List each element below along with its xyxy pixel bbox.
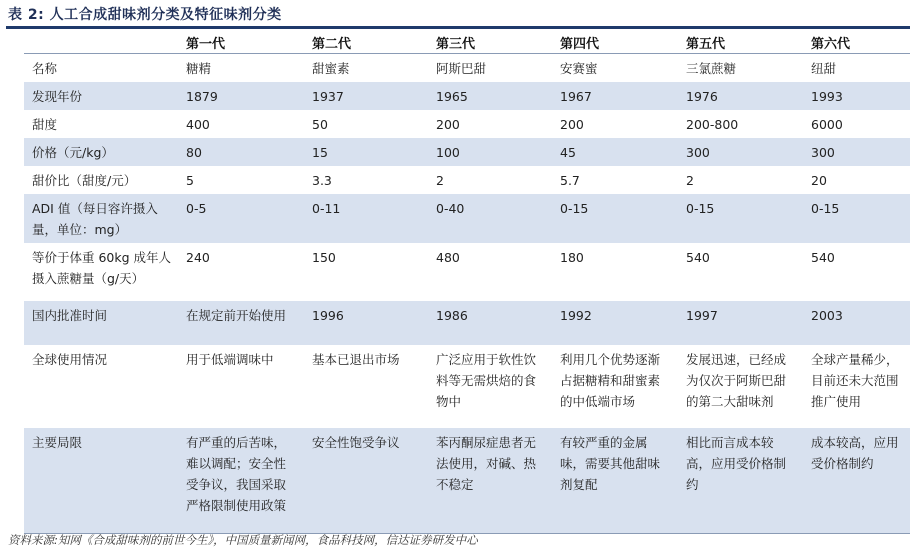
header-cell-gen6: 第六代 <box>803 31 910 54</box>
table-cell: 300 <box>678 138 803 166</box>
table-cell: 1976 <box>678 82 803 110</box>
table-cell: 1997 <box>678 301 803 345</box>
table-cell: 0-40 <box>428 194 552 243</box>
header-cell-gen2: 第二代 <box>304 31 428 54</box>
table-cell: 广泛应用于软性饮料等无需烘焙的食物中 <box>436 352 537 409</box>
table-cell: 5.7 <box>560 173 580 188</box>
row-label: 发现年份 <box>24 82 178 110</box>
table-cell: 苯丙酮尿症患者无法使用，对碱、热不稳定 <box>428 428 552 534</box>
table-cell: 1986 <box>428 301 552 345</box>
table-row-limitations <box>24 428 910 534</box>
row-label: 等价于体重 60kg 成年人摄入蔗糖量（g/天） <box>32 250 172 286</box>
table-row-approval-time <box>24 301 910 345</box>
table-cell: 0-15 <box>678 194 803 243</box>
table-cell: 利用几个优势逐渐占据糖精和甜蜜素的中低端市场 <box>560 352 661 409</box>
table-cell: 1937 <box>304 82 428 110</box>
header-cell-gen4: 第四代 <box>552 31 678 54</box>
table-cell: 1965 <box>428 82 552 110</box>
table-cell: 540 <box>811 250 835 265</box>
table-cell: 20 <box>811 173 827 188</box>
table-cell: 2 <box>686 173 694 188</box>
table-cell: 6000 <box>811 117 843 132</box>
table-cell: 2 <box>436 173 444 188</box>
row-label: 主要局限 <box>24 428 178 534</box>
table-cell: 基本已退出市场 <box>312 352 400 367</box>
table-cell: 全球产量稀少，目前还未大范围推广使用 <box>811 352 899 409</box>
header-cell <box>24 31 178 54</box>
row-label: 国内批准时间 <box>24 301 178 345</box>
table-row-sweetness <box>24 110 910 138</box>
table-cell: 15 <box>304 138 428 166</box>
table-cell: 200 <box>560 117 584 132</box>
table-cell: 0-15 <box>552 194 678 243</box>
table-cell: 有较严重的金属味，需要其他甜味剂复配 <box>552 428 678 534</box>
row-label: 全球使用情况 <box>32 352 108 367</box>
table-cell: 50 <box>312 117 328 132</box>
table-cell: 阿斯巴甜 <box>436 61 487 76</box>
table-cell: 3.3 <box>312 173 332 188</box>
table-cell: 1996 <box>304 301 428 345</box>
table-cell: 用于低端调味中 <box>186 352 274 367</box>
header-rule <box>6 26 910 29</box>
table-cell: 80 <box>178 138 304 166</box>
table-cell: 540 <box>686 250 710 265</box>
row-label: ADI 值（每日容许摄入量，单位：mg） <box>24 194 178 243</box>
sweetener-table <box>24 31 910 534</box>
table-row-discovery-year <box>24 82 910 110</box>
table-cell: 发展迅速，已经成为仅次于阿斯巴甜的第二大甜味剂 <box>686 352 787 409</box>
table-row-sweet-price-ratio <box>24 166 910 194</box>
row-label: 名称 <box>32 61 58 76</box>
table-cell: 1992 <box>552 301 678 345</box>
table-row-name <box>24 54 910 83</box>
table-cell: 400 <box>186 117 210 132</box>
table-cell: 有严重的后苦味，难以调配；安全性受争议，我国采取严格限制使用政策 <box>178 428 304 534</box>
table-row-global-usage <box>24 345 910 428</box>
table-cell: 0-11 <box>304 194 428 243</box>
header-cell-gen1: 第一代 <box>178 31 304 54</box>
source-note: 资料来源:知网《合成甜味剂的前世今生》，中国质量新闻网，食品科技网，信达证券研发中心 <box>8 533 478 547</box>
table-row-adi <box>24 194 910 243</box>
table-cell: 1967 <box>552 82 678 110</box>
table-cell: 1879 <box>178 82 304 110</box>
table-cell: 1993 <box>803 82 910 110</box>
table-header-row <box>24 31 910 54</box>
row-label: 价格（元/kg） <box>24 138 178 166</box>
table-cell: 300 <box>803 138 910 166</box>
table-cell: 200-800 <box>686 117 739 132</box>
table-cell: 240 <box>186 250 210 265</box>
table-cell: 纽甜 <box>811 61 837 76</box>
table-cell: 180 <box>560 250 584 265</box>
table-cell: 0-15 <box>803 194 910 243</box>
table-cell: 0-5 <box>178 194 304 243</box>
header-cell-gen3: 第三代 <box>428 31 552 54</box>
table-cell: 5 <box>186 173 194 188</box>
table-title: 表 2: 人工合成甜味剂分类及特征味剂分类 <box>8 7 282 23</box>
table-cell: 相比而言成本较高，应用受价格制约 <box>678 428 803 534</box>
table-cell: 480 <box>436 250 460 265</box>
table-cell: 成本较高，应用受价格制约 <box>803 428 910 534</box>
table-cell: 糖精 <box>186 61 212 76</box>
table-cell: 2003 <box>803 301 910 345</box>
table-cell: 安赛蜜 <box>560 61 598 76</box>
table-cell: 100 <box>428 138 552 166</box>
table-cell: 150 <box>312 250 336 265</box>
table-cell: 安全性饱受争议 <box>304 428 428 534</box>
table-cell: 45 <box>552 138 678 166</box>
table-row-price <box>24 138 910 166</box>
table-cell: 在规定前开始使用 <box>178 301 304 345</box>
table-cell: 甜蜜素 <box>312 61 350 76</box>
table-row-sucrose-equivalent <box>24 243 910 301</box>
header-cell-gen5: 第五代 <box>678 31 803 54</box>
table-cell: 200 <box>436 117 460 132</box>
row-label: 甜度 <box>32 117 58 132</box>
row-label: 甜价比（甜度/元） <box>32 173 137 188</box>
table-cell: 三氯蔗糖 <box>686 61 737 76</box>
